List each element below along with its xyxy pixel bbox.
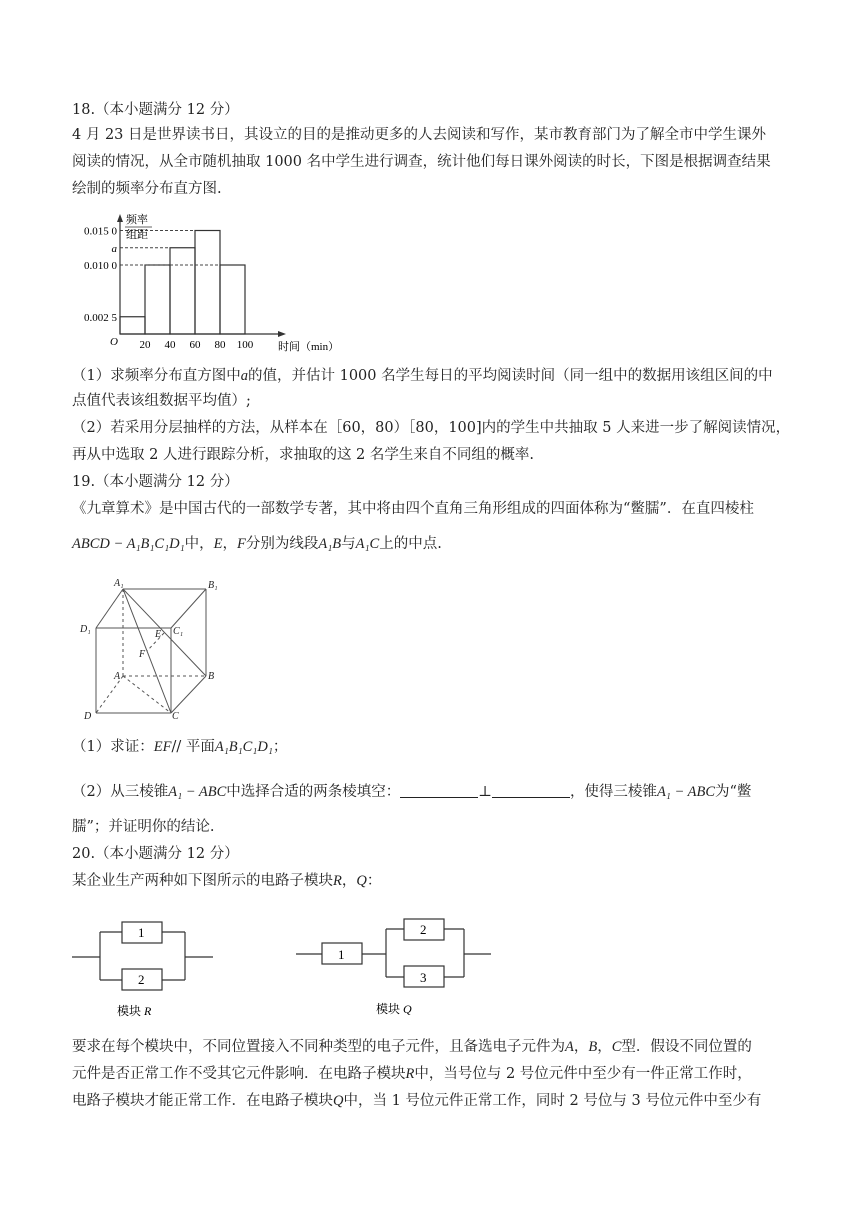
var-E: E: [213, 536, 223, 552]
answer-blank-1[interactable]: [400, 783, 478, 798]
histogram-bar: [120, 317, 145, 334]
module-R-box-1-label: 1: [138, 925, 145, 940]
q20-text: 某企业生产两种如下图所示的电路子模块: [72, 873, 333, 889]
q20-intro: [72, 871, 381, 891]
x-tick-label: 80: [214, 339, 226, 351]
q18-sub1-text-b: 的值，并估计 1000 名学生每日的平均阅读时间（同一组中的数据用该组区间的中: [247, 368, 773, 384]
q20-body-line-3: [72, 1091, 761, 1111]
segment-A1B: A₁B: [318, 536, 342, 552]
x-tick-label: 60: [189, 339, 201, 351]
q19-paragraph-line-1: 《九章算术》是中国古代的一部数学专著，其中将由四个直角三角形组成的四面体称为“鳖臑”．在直四棱柱: [72, 501, 754, 517]
label-F: F: [139, 649, 146, 660]
type-A: A: [565, 1039, 574, 1055]
q19-sub1-text: ；: [272, 739, 288, 755]
q20-text: ，: [341, 873, 357, 889]
y-axis-arrow: [117, 214, 123, 222]
perpendicular-symbol: ⊥: [478, 784, 492, 800]
histogram-bar: [170, 248, 195, 334]
label-C: C: [172, 711, 179, 721]
label-E: E: [155, 629, 162, 640]
var-F: F: [237, 536, 246, 552]
q19-text: 与: [341, 536, 356, 552]
circuit-module-R: [70, 912, 230, 1024]
module-Q-box-1-label: 1: [338, 947, 345, 962]
q19-sub1: [72, 737, 287, 757]
histogram-bar: [195, 231, 220, 335]
label-A1: A₁: [114, 578, 124, 589]
q19-text: ，: [222, 536, 238, 552]
y-tick-label: a: [111, 242, 117, 255]
module-Q-box-3-label: 3: [420, 970, 427, 985]
module-R-caption: 模块 R: [117, 1004, 152, 1018]
q19-paragraph-line-2: [72, 534, 442, 554]
histogram-bars: [120, 231, 245, 335]
q20-text: ：: [366, 873, 382, 889]
q19-sub2-line-2: 臑”；并证明你的结论.: [72, 819, 215, 835]
q20-text: 中，当号位与 2 号位元件中至少有一件正常工作时，: [414, 1066, 752, 1082]
y-label-top: 频率: [126, 214, 148, 226]
var-R: R: [405, 1066, 415, 1082]
label-A: A: [114, 671, 121, 682]
x-tick-label: 20: [139, 339, 151, 351]
pyramid-A1-ABC-repeat: A₁ − ABC: [656, 784, 715, 800]
var-Q: Q: [356, 873, 367, 889]
q19-sub2-text: 中选择合适的两条棱填空：: [226, 784, 401, 800]
q20-text: 电路子模块才能正常工作．在电路子模块: [72, 1093, 333, 1109]
module-Q-caption: 模块 Q: [376, 1002, 412, 1016]
q18-paragraph-line-3: 绘制的频率分布直方图.: [72, 181, 222, 197]
y-tick-label: 0.010 0: [84, 260, 117, 272]
q18-paragraph-line-1: 4 月 23 日是世界读书日，其设立的目的是推动更多的人去阅读和写作，某市教育部门为了解全市中学生课外: [72, 127, 766, 143]
y-tick-label: 0.002 5: [84, 311, 117, 324]
q19-text: 上的中点.: [379, 536, 442, 552]
q20-text: 中，当 1 号位元件正常工作，同时 2 号位与 3 号位元件中至少有: [343, 1093, 762, 1109]
segment-A1C: A₁C: [355, 536, 380, 552]
q19-text: 中，: [184, 536, 214, 552]
type-B: B: [588, 1039, 598, 1055]
q19-sub2-line-1: [72, 782, 751, 802]
q19-text: 分别为线段: [245, 536, 319, 552]
q19-sub2-text: （2）从三棱锥: [72, 784, 169, 800]
x-axis-arrow: [278, 331, 286, 337]
segment-EF: EF: [153, 739, 172, 755]
label-D1: D₁: [80, 624, 91, 635]
q19-sub2-text: ，使得三棱锥: [569, 784, 657, 800]
q18-sub2-line-1: （2）若采用分层抽样的方法，从样本在［60，80）［80，100]内的学生中共抽取 5 人来进一步了解阅读情况，: [72, 420, 791, 436]
pyramid-A1-ABC: A₁ − ABC: [168, 784, 227, 800]
q18-heading: 18.（本小题满分 12 分）: [72, 102, 239, 118]
q18-sub1-text-a: （1）求频率分布直方图中: [72, 368, 241, 384]
y-label-bottom: 组距: [126, 229, 148, 241]
var-a: a: [240, 368, 248, 384]
circuit-module-Q: [294, 912, 504, 1024]
x-tick-label: 100: [236, 339, 254, 351]
label-D: D: [84, 711, 92, 721]
q19-heading: 19.（本小题满分 12 分）: [72, 474, 239, 490]
origin-label: O: [110, 336, 118, 348]
type-C: C: [611, 1039, 622, 1055]
label-B: B: [208, 671, 215, 682]
var-Q: Q: [333, 1093, 344, 1109]
plane-A1B1C1D1: A₁B₁C₁D₁: [214, 739, 273, 755]
var-R: R: [333, 873, 342, 889]
answer-blank-2[interactable]: [492, 783, 570, 798]
q18-sub1-line-1: [72, 366, 773, 386]
q19-sub1-text: （1）求证：: [72, 739, 154, 755]
q18-sub1-line-2: 点值代表该组数据平均值）;: [72, 393, 251, 409]
x-tick-label: 40: [164, 339, 176, 351]
histogram-bar: [145, 265, 170, 334]
q20-text: 元件是否正常工作不受其它元件影响．在电路子模块: [72, 1066, 406, 1082]
q18-paragraph-line-2: 阅读的情况，从全市随机抽取 1000 名中学生进行调查，统计他们每日课外阅读的时长，下图是根据调查结果: [72, 154, 771, 170]
module-Q-box-2-label: 2: [420, 922, 427, 937]
q18-sub2-line-2: 再从中选取 2 人进行跟踪分析，求抽取的这 2 名学生来自不同组的概率.: [72, 447, 534, 463]
frequency-histogram: [70, 210, 360, 355]
prism-name: ABCD − A₁B₁C₁D₁: [72, 536, 185, 552]
q20-text: 型．假设不同位置的: [621, 1039, 752, 1055]
x-axis-label: 时间（min）: [278, 341, 340, 353]
q20-body-line-2: [72, 1064, 752, 1084]
y-tick-label: 0.015 0: [84, 225, 117, 238]
label-C1: C₁: [173, 626, 184, 637]
module-R-box-2-label: 2: [138, 972, 145, 987]
q19-sub1-text: // 平面: [171, 739, 215, 755]
histogram-bar: [220, 265, 245, 334]
q20-body-line-1: 要求在每个模块中，不同位置接入不同种类型的电子元件，且备选电子元件为A，B，C型．假设不同位置的: [72, 1039, 752, 1055]
prism-diagram: [76, 576, 226, 721]
q20-heading: 20.（本小题满分 12 分）: [72, 846, 239, 862]
q19-sub2-text: 为“鳖: [715, 784, 752, 800]
q20-text: 要求在每个模块中，不同位置接入不同种类型的电子元件，且备选电子元件为: [72, 1039, 565, 1055]
label-B1: B₁: [208, 580, 218, 591]
